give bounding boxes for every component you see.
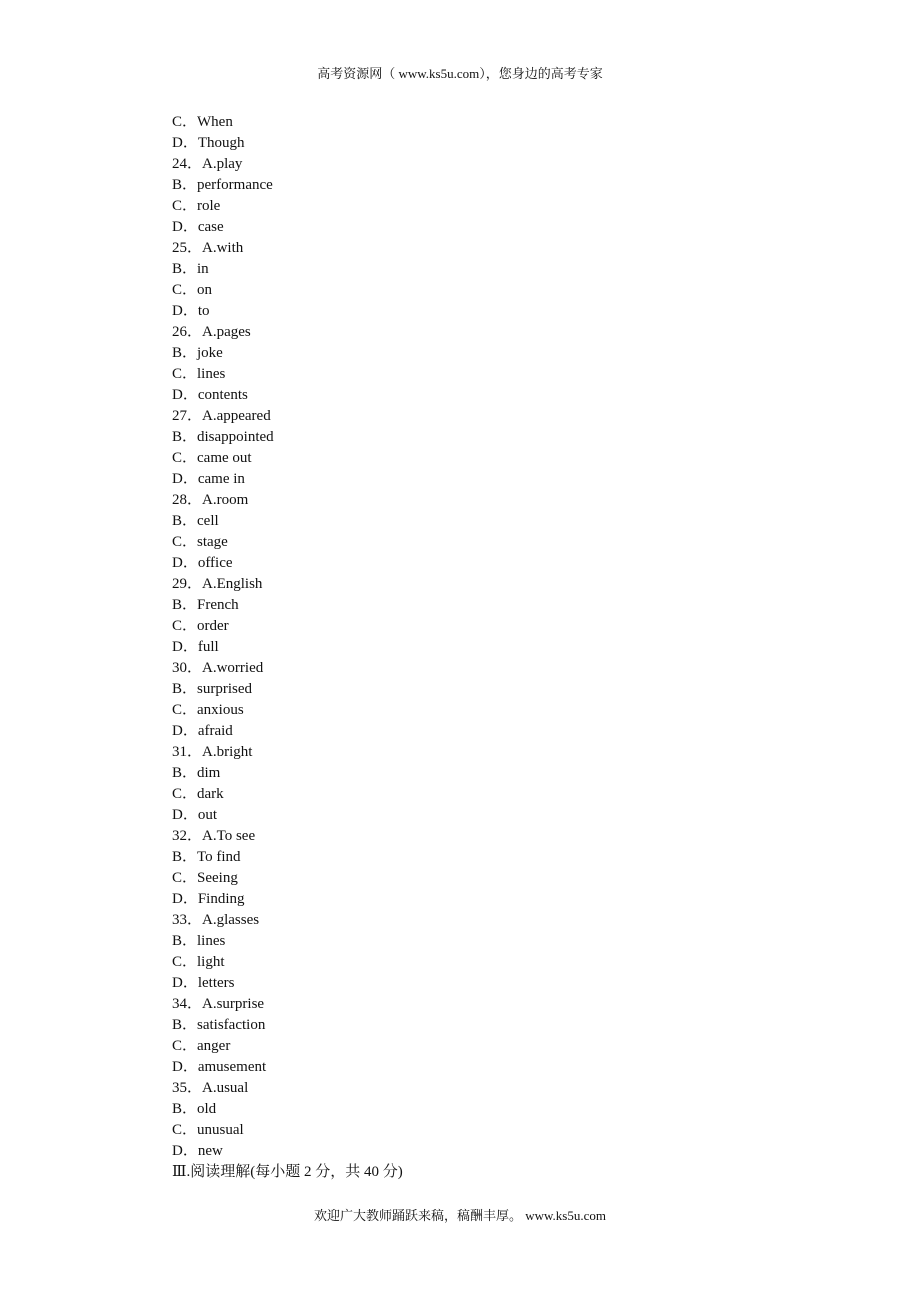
- option-line: B．old: [172, 1101, 217, 1117]
- page-header: 高考资源网（ www.ks5u.com），您身边的高考专家: [317, 66, 603, 81]
- option-line: 26．A.pages: [172, 324, 251, 340]
- option-line: B．satisfaction: [172, 1017, 266, 1033]
- option-line: D．full: [172, 639, 219, 655]
- option-line: B．performance: [172, 177, 273, 193]
- option-line: 32．A.To see: [172, 828, 256, 844]
- option-line: 27．A.appeared: [172, 408, 271, 424]
- option-line: 29．A.English: [172, 576, 263, 592]
- option-line: C．anxious: [172, 702, 244, 718]
- option-line: D．out: [172, 807, 218, 823]
- option-line: C．light: [172, 954, 225, 970]
- option-line: D．office: [172, 555, 233, 571]
- option-line: C．stage: [172, 534, 228, 550]
- option-line: D．new: [172, 1143, 223, 1159]
- page-footer: 欢迎广大教师踊跃来稿，稿酬丰厚。 www.ks5u.com: [313, 1208, 606, 1223]
- option-line: 35．A.usual: [172, 1080, 249, 1096]
- option-line: C．When: [172, 114, 233, 130]
- option-line: B．cell: [172, 513, 219, 529]
- option-line: D．afraid: [172, 723, 233, 739]
- option-line: D．amusement: [172, 1059, 267, 1075]
- option-line: B．French: [172, 597, 239, 613]
- option-line: C．on: [172, 282, 213, 298]
- option-line: C．came out: [172, 450, 252, 466]
- option-line: D．came in: [172, 471, 245, 487]
- option-line: C．Seeing: [172, 870, 238, 886]
- option-line: 33．A.glasses: [172, 912, 260, 928]
- option-line: 30．A.worried: [172, 660, 264, 676]
- option-line: 24．A.play: [172, 156, 243, 172]
- option-line: D．to: [172, 303, 210, 319]
- option-line: B．lines: [172, 933, 226, 949]
- option-line: C．lines: [172, 366, 226, 382]
- option-line: B．surprised: [172, 681, 252, 697]
- option-line: D．contents: [172, 387, 248, 403]
- option-line: D．Though: [172, 135, 245, 151]
- option-line: C．role: [172, 198, 221, 214]
- option-line: D．Finding: [172, 891, 245, 907]
- option-line: C．anger: [172, 1038, 231, 1054]
- option-line: B．dim: [172, 765, 221, 781]
- option-line: 34．A.surprise: [172, 996, 265, 1012]
- option-line: C．order: [172, 618, 229, 634]
- option-line: 31．A.bright: [172, 744, 253, 760]
- option-line: C．dark: [172, 786, 224, 802]
- option-line: C．unusual: [172, 1122, 244, 1138]
- option-line: B．in: [172, 261, 209, 277]
- option-line: D．letters: [172, 975, 235, 991]
- option-line: Ⅲ.阅读理解(每小题 2 分，共 40 分): [172, 1164, 403, 1180]
- option-line: B．To find: [172, 849, 241, 865]
- option-line: 25．A.with: [172, 240, 244, 256]
- option-line: B．joke: [172, 345, 223, 361]
- question-options-list: [172, 112, 772, 1183]
- option-line: B．disappointed: [172, 429, 274, 445]
- option-line: 28．A.room: [172, 492, 249, 508]
- option-line: D．case: [172, 219, 224, 235]
